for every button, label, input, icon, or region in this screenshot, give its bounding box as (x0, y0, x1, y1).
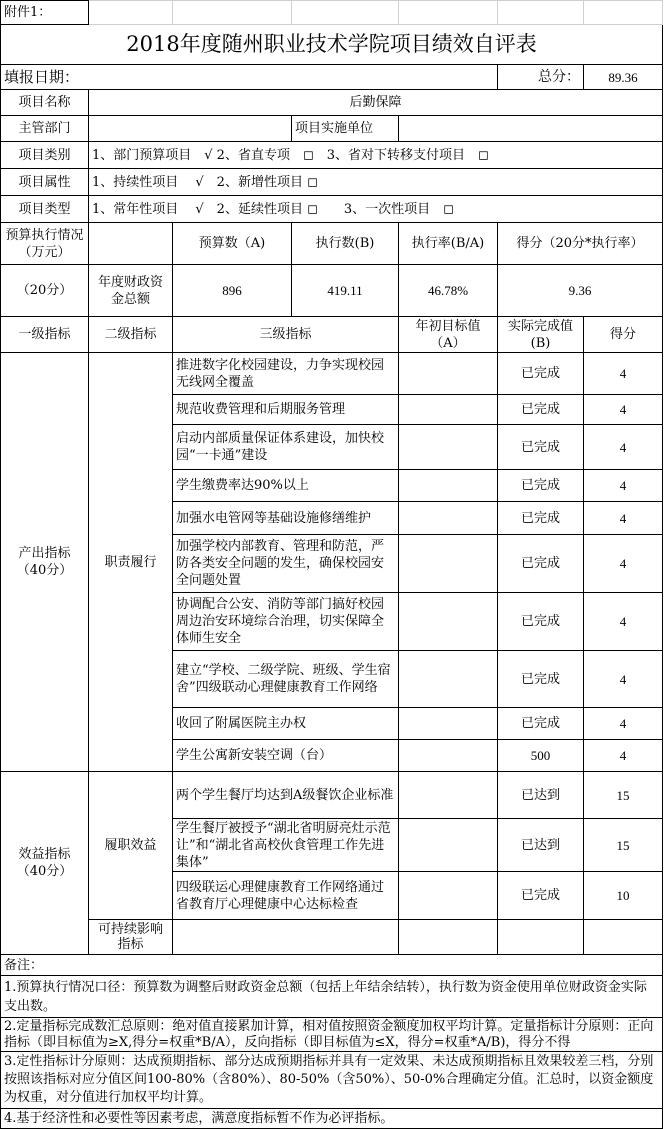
budget-score-header: 得分（20分*执行率） (498, 223, 663, 265)
output-target (399, 651, 498, 708)
level1-header: 一级指标 (1, 317, 89, 353)
type-label: 项目类型 (1, 196, 89, 223)
score-header: 得分 (584, 317, 663, 353)
output-indicator: 加强学校内部教育、管理和防范，严防各类安全问题的发生，确保校园安全问题处置 (173, 535, 399, 593)
total-label: 总分： (498, 65, 584, 90)
project-name-label: 项目名称 (1, 90, 89, 116)
output-indicator: 规范收费管理和后期服务管理 (173, 395, 399, 425)
output-level2: 职责履行 (89, 353, 173, 772)
output-actual: 已完成 (498, 593, 584, 651)
attribute-label: 项目属性 (1, 169, 89, 196)
benefit-target (399, 772, 498, 819)
benefit-score: 10 (584, 872, 663, 920)
benefit-target (399, 819, 498, 872)
category-label: 项目类别 (1, 142, 89, 169)
output-score: 4 (584, 353, 663, 395)
output-score: 4 (584, 740, 663, 772)
level3-header: 三级指标 (173, 317, 399, 353)
output-target (399, 353, 498, 395)
benefit-actual: 已达到 (498, 772, 584, 819)
output-indicator: 启动内部质量保证体系建设，加快校园“一卡通”建设 (173, 425, 399, 470)
output-actual: 已完成 (498, 651, 584, 708)
output-actual: 500 (498, 740, 584, 772)
exec-header: 执行数(B) (292, 223, 399, 265)
total-score: 89.36 (584, 65, 663, 90)
note-1: 1.预算执行情况口径：预算数为调整后财政资金总额（包括上年结余结转），执行数为资金使用单位财政资金实际支出数。 (1, 976, 663, 1018)
impl-unit-label: 项目实施单位 (292, 116, 399, 142)
output-target (399, 395, 498, 425)
fill-date-label: 填报日期： (1, 65, 173, 90)
benefit-indicator: 学生餐厅被授予“湖北省明厨亮灶示范让”和“湖北省高校伙食管理工作先进集体” (173, 819, 399, 872)
impl-unit-value (399, 116, 663, 142)
rate-value: 46.78% (399, 265, 498, 317)
output-actual: 已完成 (498, 470, 584, 502)
attachment-label: 附件1： (1, 1, 89, 25)
output-target (399, 535, 498, 593)
output-target (399, 708, 498, 740)
output-level1: 产出指标（40分） (1, 353, 89, 772)
rate-header: 执行率(B/A) (399, 223, 498, 265)
output-score: 4 (584, 708, 663, 740)
output-target (399, 502, 498, 535)
category-value: 1、部门预算项目 √ 2、省直专项 ◻ 3、省对下转移支付项目 ◻ (89, 142, 663, 169)
benefit-actual: 已完成 (498, 872, 584, 920)
output-score: 4 (584, 593, 663, 651)
output-actual: 已完成 (498, 502, 584, 535)
output-score: 4 (584, 651, 663, 708)
output-score: 4 (584, 502, 663, 535)
project-name-value: 后勤保障 (89, 90, 663, 116)
budget-label: 预算执行情况（万元） (1, 223, 89, 265)
benefit-level1: 效益指标（40分） (1, 772, 89, 955)
output-indicator: 协调配合公安、消防等部门搞好校园周边治安环境综合治理，切实保障全体师生安全 (173, 593, 399, 651)
page-title: 2018年度随州职业技术学院项目绩效自评表 (1, 25, 663, 65)
output-indicator: 收回了附属医院主办权 (173, 708, 399, 740)
output-score: 4 (584, 395, 663, 425)
exec-value: 419.11 (292, 265, 399, 317)
output-indicator: 学生公寓新安装空调（台） (173, 740, 399, 772)
output-indicator: 推进数字化校园建设，力争实现校园无线网全覆盖 (173, 353, 399, 395)
budget-score-weight: （20分） (1, 265, 89, 317)
output-score: 4 (584, 470, 663, 502)
benefit-indicator: 两个学生餐厅均达到A级餐饮企业标准 (173, 772, 399, 819)
note-3: 3.定性指标计分原则：达成预期指标、部分达成预期指标并具有一定效果、未达成预期指标且效果较差三档，分别按照该指标对应分值区间100-80%（含80%）、80-50%（含50%）、50-0%合理确定分值。汇总时，以资金额度为权重，对分值进行加权平均计算。 (1, 1052, 663, 1109)
output-score: 4 (584, 535, 663, 593)
budget-value: 896 (173, 265, 292, 317)
dept-label: 主管部门 (1, 116, 89, 142)
fiscal-total-label: 年度财政资金总额 (89, 265, 173, 317)
output-actual: 已完成 (498, 425, 584, 470)
benefit-score: 15 (584, 819, 663, 872)
target-header: 年初目标值（A） (399, 317, 498, 353)
benefit-target (399, 872, 498, 920)
notes-heading: 备注： (1, 955, 663, 976)
sustainable-level2: 可持续影响指标 (89, 920, 173, 955)
type-value: 1、常年性项目 √ 2、延续性项目 ◻ 3、一次性项目 ◻ (89, 196, 663, 223)
fill-date-value (173, 65, 498, 90)
output-target (399, 593, 498, 651)
note-4: 4.基于经济性和必要性等因素考虑，满意度指标暂不作为必评指标。 (1, 1109, 663, 1129)
output-indicator: 加强水电管网等基础设施修缮维护 (173, 502, 399, 535)
note-2: 2.定量指标完成数汇总原则：绝对值直接累加计算，相对值按照资金额度加权平均计算。定量指标计分原则：正向指标（即目标值为≥X,得分=权重*B/A），反向指标（即目标值为≤X，得分=权重*A/B)，得分不得 (1, 1018, 663, 1052)
output-target (399, 470, 498, 502)
output-indicator: 建立“学校、二级学院、班级、学生宿舍”四级联动心理健康教育工作网络 (173, 651, 399, 708)
output-actual: 已完成 (498, 353, 584, 395)
benefit-indicator: 四级联运心理健康教育工作网络通过省教育厅心理健康中心达标检查 (173, 872, 399, 920)
level2-header: 二级指标 (89, 317, 173, 353)
output-actual: 已完成 (498, 535, 584, 593)
actual-header: 实际完成值(B) (498, 317, 584, 353)
budget-header: 预算数（A) (173, 223, 292, 265)
benefit-level2: 履职效益 (89, 772, 173, 920)
output-indicator: 学生缴费率达90%以上 (173, 470, 399, 502)
output-target (399, 740, 498, 772)
output-score: 4 (584, 425, 663, 470)
dept-value (89, 116, 292, 142)
output-target (399, 425, 498, 470)
benefit-actual: 已达到 (498, 819, 584, 872)
output-actual: 已完成 (498, 708, 584, 740)
output-actual: 已完成 (498, 395, 584, 425)
budget-score-value: 9.36 (498, 265, 663, 317)
attribute-value: 1、持续性项目 √ 2、新增性项目 ◻ (89, 169, 663, 196)
benefit-score: 15 (584, 772, 663, 819)
